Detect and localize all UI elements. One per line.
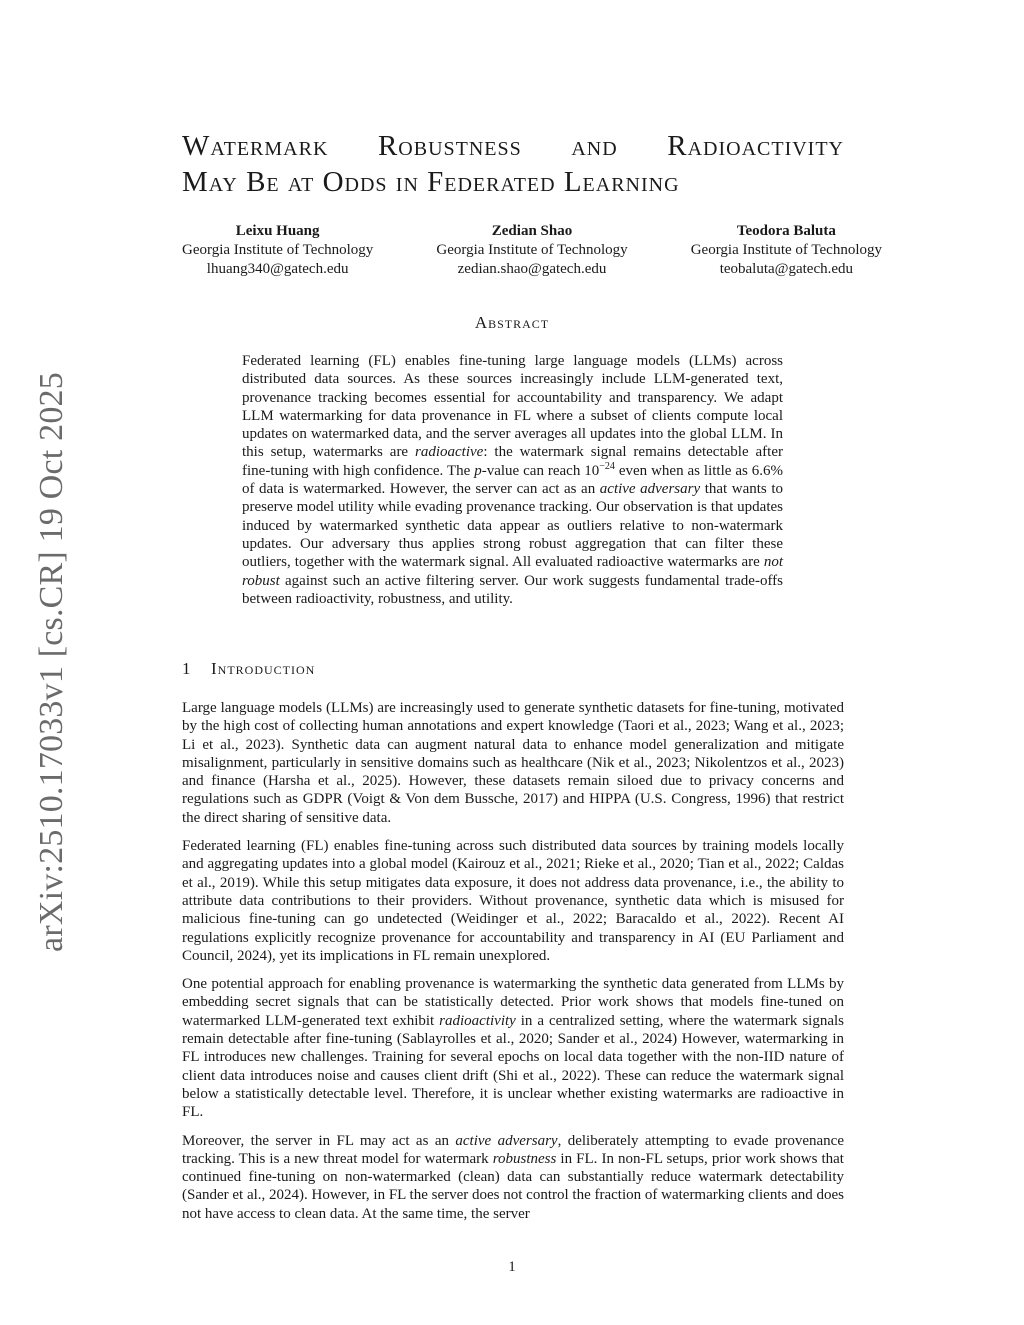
abstract-span: : the watermark signal remains detectable after fine-tuning with high confidence. The [242, 444, 784, 479]
abstract-span: -value can reach 10 [481, 462, 600, 479]
paragraph: Federated learning (FL) enables fine-tuning across such distributed data sources by training models locally and aggregating updates into a global model (Kairouz et al., 2021; Rieke et al., 2020; Tian et al., 2022; Caldas et al., 2019). While this setup mitigates data exposure, it does not address data provenance, i.e., the ability to attribute data contributions to their providers. Without provenance, synthetic data which is misused for malicious fine-tuning can go undetected (Weidinger et al., 2022; Baracaldo et al., 2022). Recent AI regulations explicitly recognize provenance for accountability and transparency in AI (EU Parliament and Council, 2024), yet its implications in FL remain unexplored. [182, 838, 844, 964]
abstract-text [242, 352, 783, 608]
section-number: 1 [182, 659, 191, 678]
arxiv-identifier: arXiv:2510.17033v1 [cs.CR] 19 Oct 2025 [33, 372, 70, 952]
paragraph-span: in FL. In non-FL setups, prior work shows that continued fine-tuning on non-watermarked (clean) data can substantially reduce watermark detectability (Sander et al., 2024). However, in FL the server does not control the fraction of watermarking clients and does not have access to clean data. At the same time, the server [182, 1150, 844, 1222]
author-block [436, 222, 627, 279]
author-block [182, 222, 373, 279]
abstract-heading: Abstract [474, 313, 550, 332]
author-email: zedian.shao@gatech.edu [457, 261, 607, 277]
title-line-2: May Be at Odds in Federated Learning [182, 166, 680, 198]
author-email: teobaluta@gatech.edu [719, 261, 854, 277]
abstract-emphasis: radioactive [415, 444, 484, 461]
abstract-span: even when as little as 6.6% of data is watermarked. However, the server can act as an [242, 462, 784, 498]
abstract-span: Federated learning (FL) enables fine-tuning large language models (LLMs) across distributed data sources. As these sources increasingly include LLM-generated text, provenance tracking becomes essential for accountability and transparency. We adapt LLM watermarking for data provenance in FL where a subset of clients compute local updates on watermarked data, and the server averages all updates into the global LLM. In this setup, watermarks are [242, 353, 783, 461]
author-affiliation: Georgia Institute of Technology [690, 242, 882, 258]
abstract-emphasis: not robust [242, 554, 783, 589]
paragraph-span: , deliberately attempting to evade provenance tracking. This is a new threat model for watermark [182, 1132, 844, 1167]
paragraph-emphasis: active adversary [455, 1132, 558, 1149]
paragraph: Large language models (LLMs) are increasingly used to generate synthetic datasets for fine-tuning, motivated by the high cost of collecting human annotations and expert knowledge (Taori et al., 2023; Wang et al., 2023; Li et al., 2023). Synthetic data can augment natural data to enhance model generalization and mitigate misalignment, particularly in sensitive domains such as healthcare (Nik et al., 2023; Nikolentzos et al., 2023) and finance (Harsha et al., 2025). However, these datasets remain siloed due to privacy concerns and regulations such as GDPR (Voigt & Von dem Bussche, 2017) and HIPPA (U.S. Congress, 1996) that restrict the direct sharing of sensitive data. [182, 700, 844, 826]
paragraph-span: One potential approach for enabling provenance is watermarking the synthetic data generated from LLMs by embedding secret signals that can be statistically detected. Prior work shows that models fine-tuned on watermarked LLM-generated text exhibit [182, 976, 844, 1029]
author-name: Leixu Huang [235, 223, 320, 239]
paragraph [182, 1132, 844, 1223]
abstract-emphasis: p [474, 462, 482, 479]
author-name: Teodora Baluta [736, 223, 836, 239]
page-number: 1 [508, 1259, 516, 1275]
introduction-body [182, 699, 844, 1233]
paragraph-emphasis: robustness [492, 1150, 557, 1167]
paragraph-span: in a centralized setting, where the watermark signals remain detectable after fine-tuning (Sablayrolles et al., 2020; Sander et al., 2024) However, watermarking in FL introduces new challenges. Training for several epochs on local data together with the non-IID nature of client data introduces noise and causes client drift (Shi et al., 2022). These can reduce the watermark signal below a statistically detectable level. Therefore, it is unclear whether existing watermarks are radioactive in FL. [182, 1012, 844, 1121]
author-affiliation: Georgia Institute of Technology [182, 242, 374, 258]
author-affiliation: Georgia Institute of Technology [436, 242, 628, 258]
author-block [691, 222, 882, 279]
abstract-span: against such an active filtering server. Our work suggests fundamental trade-offs between radioactivity, robustness, and utility. [242, 572, 783, 607]
section-title: Introduction [211, 659, 316, 678]
author-list [182, 222, 882, 279]
title-line-1: Watermark Robustness and Radioactivity [182, 130, 844, 162]
section-heading [182, 659, 315, 679]
abstract-superscript: −24 [599, 460, 615, 472]
paragraph-emphasis: radioactivity [439, 1012, 516, 1029]
abstract-emphasis: active adversary [599, 481, 701, 498]
paragraph-span: Moreover, the server in FL may act as an [182, 1132, 456, 1149]
paragraph [182, 975, 844, 1121]
abstract-span: that wants to preserve model utility while evading provenance tracking. Our observation is that updates induced by watermarked synthetic data appear as outliers relative to non-watermark updates. Our adversary thus applies strong robust aggregation that can filter these outliers, together with the watermark signal. All evaluated radioactive watermarks are [242, 481, 783, 571]
paper-title [182, 128, 844, 200]
author-name: Zedian Shao [491, 223, 573, 239]
author-email: lhuang340@gatech.edu [206, 261, 349, 277]
